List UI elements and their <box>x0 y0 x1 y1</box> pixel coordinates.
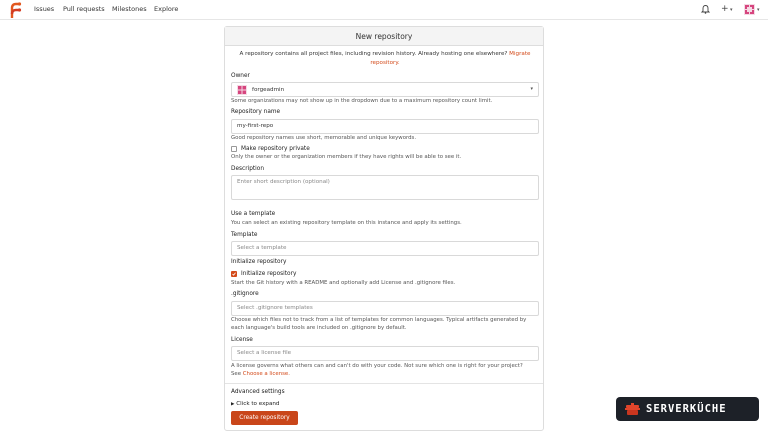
user-menu-caret-icon[interactable]: ▾ <box>757 7 760 13</box>
cooking-pot-icon <box>625 402 640 416</box>
template-section-title: Use a template <box>231 211 276 217</box>
new-repository-form <box>224 26 544 431</box>
owner-label: Owner <box>231 73 250 79</box>
private-checkbox[interactable] <box>231 146 237 152</box>
initialize-checkbox[interactable] <box>231 271 237 277</box>
forgejo-logo-icon[interactable] <box>9 2 22 18</box>
template-section-help: You can select an existing repository template on this instance and apply its settings. <box>231 220 462 226</box>
gitignore-label: .gitignore <box>231 291 259 297</box>
create-repository-button[interactable]: Create repository <box>231 411 298 425</box>
brand-name: SERVERKÜCHE <box>646 403 727 415</box>
gitignore-placeholder: Select .gitignore templates <box>237 305 313 311</box>
gitignore-dropdown[interactable] <box>231 301 539 316</box>
private-checkbox-label[interactable]: Make repository private <box>241 146 310 152</box>
chevron-down-icon: ▾ <box>530 86 533 92</box>
repo-name-help: Good repository names use short, memorable and unique keywords. <box>231 135 417 141</box>
owner-avatar <box>237 85 247 95</box>
owner-dropdown[interactable] <box>231 82 539 97</box>
private-help: Only the owner or the organization members if they have rights will be able to see it. <box>231 154 462 160</box>
repo-name-input[interactable] <box>231 119 539 134</box>
nav-milestones-link[interactable]: Milestones <box>112 5 147 13</box>
license-dropdown[interactable] <box>231 346 539 361</box>
top-nav <box>0 0 768 20</box>
template-label: Template <box>231 232 258 238</box>
template-dropdown[interactable] <box>231 241 539 256</box>
description-label: Description <box>231 166 265 172</box>
form-title: New repository <box>225 27 543 46</box>
gitignore-help: Choose which files not to track from a list of templates for common languages. Typical artifacts generated by each language's build tools are included on .gitignore by default. <box>231 317 527 331</box>
triangle-right-icon: ▶ <box>231 402 235 407</box>
migrate-repository-link[interactable]: Migrate repository. <box>370 51 531 66</box>
create-new-caret-icon[interactable]: ▾ <box>730 7 733 13</box>
repo-name-label: Repository name <box>231 109 281 115</box>
owner-help: Some organizations may not show up in the dropdown due to a maximum repository count limit. <box>231 98 493 104</box>
bell-icon[interactable] <box>701 4 710 14</box>
user-avatar[interactable] <box>744 4 755 15</box>
nav-pull-requests-link[interactable]: Pull requests <box>63 5 105 13</box>
description-textarea[interactable] <box>231 175 539 200</box>
serverkueche-badge <box>616 397 759 421</box>
advanced-settings-toggle[interactable]: ▶ Click to expand <box>231 401 280 407</box>
repo-name-value: my-first-repo <box>237 123 274 129</box>
init-help: Start the Git history with a README and optionally add License and .gitignore files. <box>231 280 456 286</box>
init-section-title: Initialize repository <box>231 259 287 265</box>
create-new-button[interactable]: + <box>721 4 729 14</box>
initialize-checkbox-label[interactable]: Initialize repository <box>241 271 297 277</box>
choose-license-link[interactable]: Choose a license. <box>242 370 290 377</box>
advanced-settings-title: Advanced settings <box>231 389 285 395</box>
nav-explore-link[interactable]: Explore <box>154 5 179 13</box>
divider <box>225 383 543 384</box>
checkmark-icon <box>232 272 236 276</box>
description-placeholder: Enter short description (optional) <box>237 179 330 185</box>
intro-text: A repository contains all project files, including revision history. Already hosting one elsewhere? Migrate repository. <box>239 51 531 66</box>
license-placeholder: Select a license file <box>237 350 292 356</box>
template-placeholder: Select a template <box>237 245 287 251</box>
owner-value: forgeadmin <box>252 86 285 93</box>
license-help: A license governs what others can and can't do with your code. Not sure which one is right for your project? See Choose a license. <box>231 363 523 377</box>
license-label: License <box>231 337 253 343</box>
nav-issues-link[interactable]: Issues <box>34 5 55 13</box>
